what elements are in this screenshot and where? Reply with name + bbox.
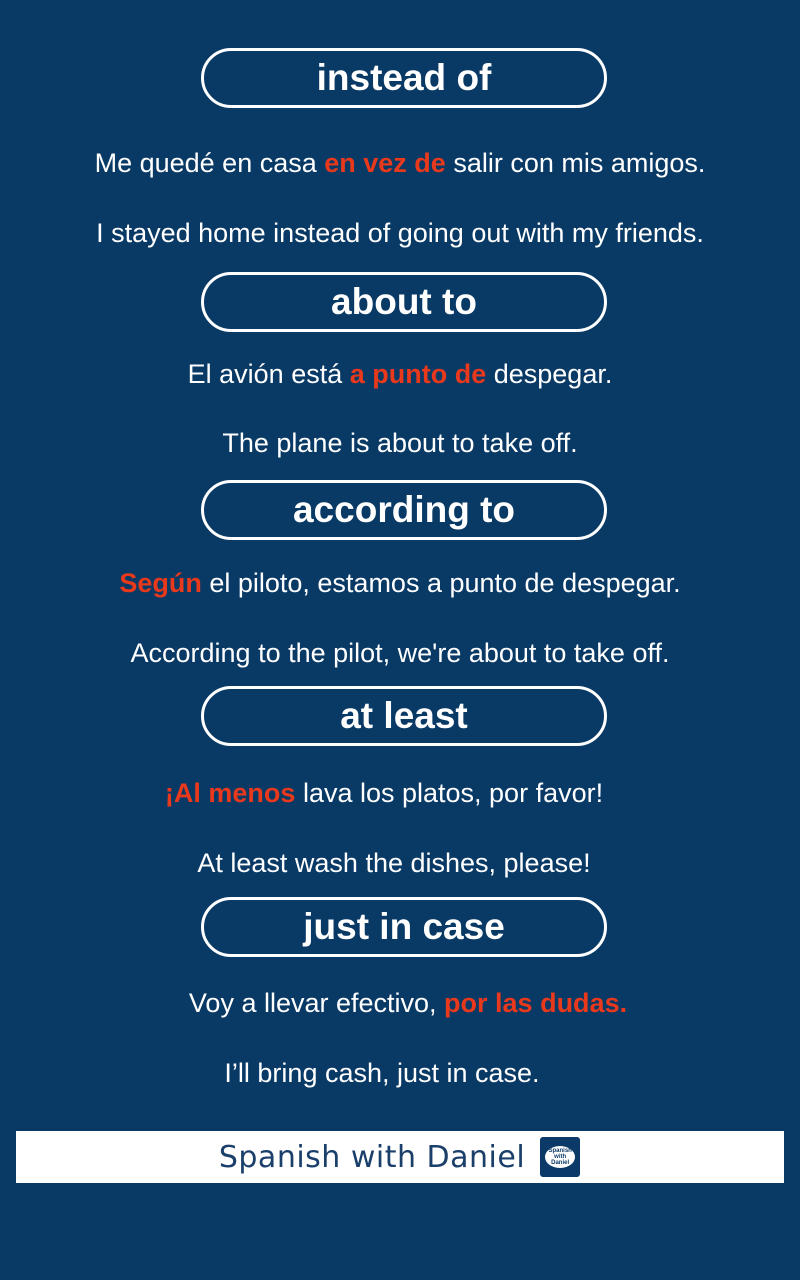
spanish-text: despegar. xyxy=(486,359,613,389)
english-sentence-1: I stayed home instead of going out with my friends. xyxy=(96,218,704,248)
brand-name: Spanish with Daniel xyxy=(218,1139,526,1175)
spanish-sentence-1 xyxy=(0,148,800,179)
spanish-text: Voy a llevar efectivo, xyxy=(188,988,445,1018)
heading-instead-of: instead of xyxy=(201,48,607,108)
heading-according-to: according to xyxy=(201,480,607,540)
spanish-text: salir con mis amigos. xyxy=(445,148,706,178)
spanish-sentence-4 xyxy=(0,778,784,809)
heading-about-to: about to xyxy=(201,272,607,332)
heading-at-least: at least xyxy=(201,686,607,746)
speech-bubble-logo-icon xyxy=(539,1136,581,1178)
spanish-text: lava los platos, por favor! xyxy=(295,778,604,808)
spanish-text: el piloto, estamos a punto de despegar. xyxy=(201,568,681,598)
spanish-text: Me quedé en casa xyxy=(94,148,325,178)
logo-bubble-text: Spanish with Daniel xyxy=(545,1146,575,1168)
english-sentence-2: The plane is about to take off. xyxy=(222,428,578,458)
footer-brand-bar xyxy=(16,1131,784,1183)
spanish-highlight: en vez de xyxy=(324,148,446,178)
english-sentence-3: According to the pilot, we're about to take off. xyxy=(130,638,670,668)
english-sentence-5: I’ll bring cash, just in case. xyxy=(224,1058,540,1088)
heading-just-in-case: just in case xyxy=(201,897,607,957)
spanish-sentence-5 xyxy=(8,988,800,1019)
spanish-sentence-3 xyxy=(0,568,800,599)
spanish-sentence-2 xyxy=(0,359,800,390)
spanish-highlight: ¡Al menos xyxy=(164,778,296,808)
spanish-highlight: Según xyxy=(119,568,202,598)
spanish-highlight: a punto de xyxy=(349,359,487,389)
english-sentence-4: At least wash the dishes, please! xyxy=(197,848,591,878)
spanish-highlight: por las dudas. xyxy=(444,988,628,1018)
spanish-text: El avión está xyxy=(187,359,350,389)
